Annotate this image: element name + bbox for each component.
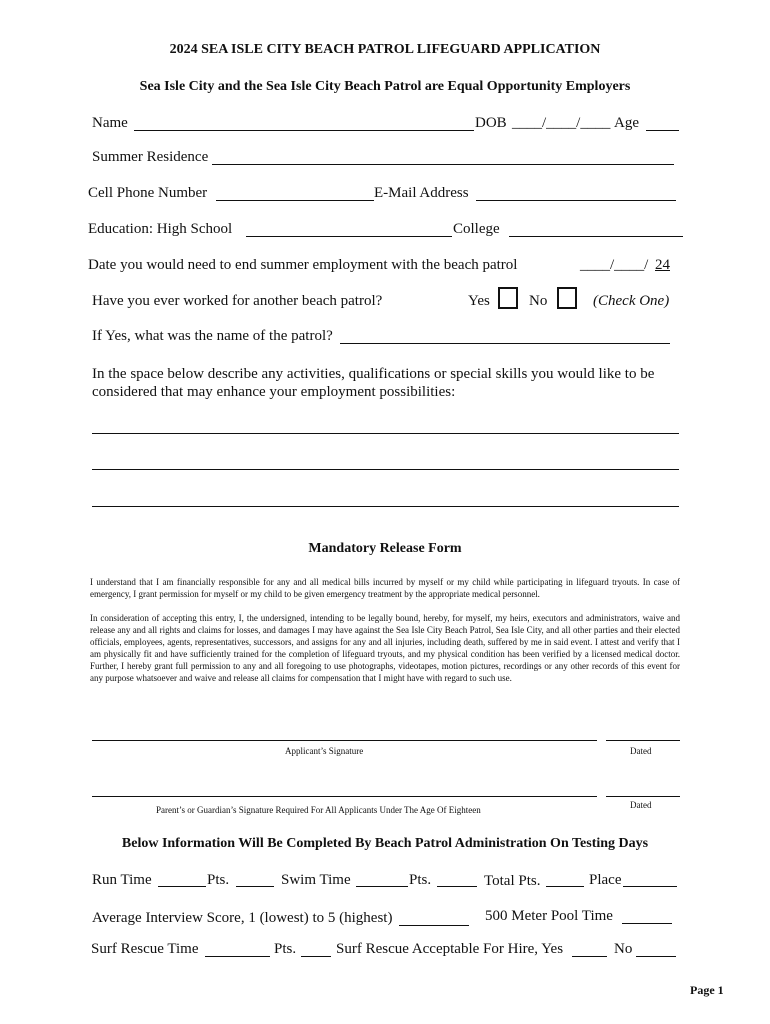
summer-residence-field[interactable] [212,164,674,165]
high-school-field[interactable] [246,236,452,237]
avg-interview-field[interactable] [399,925,469,926]
surf-rescue-time-label: Surf Rescue Time [91,941,199,957]
skills-line-1[interactable] [92,433,679,434]
surf-no-field[interactable] [636,956,676,957]
total-pts-label: Total Pts. [484,873,541,889]
dated-label-1: Dated [630,746,652,756]
pool-time-label: 500 Meter Pool Time [485,908,613,924]
email-label: E-Mail Address [374,185,469,201]
age-field[interactable] [646,130,679,131]
dob-label: DOB [475,115,507,131]
form-title: 2024 SEA ISLE CITY BEACH PATROL LIFEGUARD APPLICATION [169,42,601,57]
email-field[interactable] [476,200,676,201]
run-time-field[interactable] [158,886,206,887]
applicant-signature-label: Applicant’s Signature [285,746,364,756]
run-pts-label: Pts. [207,872,230,888]
admin-heading: Below Information Will Be Completed By Beach Patrol Administration On Testing Days [121,836,649,851]
place-label: Place [589,872,622,888]
form-subtitle: Sea Isle City and the Sea Isle City Beach Patrol are Equal Opportunity Employers [139,79,631,94]
surf-acceptable-label: Surf Rescue Acceptable For Hire, Yes [336,941,564,957]
surf-pts-field[interactable] [301,956,331,957]
release-paragraph-2: In consideration of accepting this entry, I, the undersigned, intending to be legally bound, hereby, for myself, my heirs, executors and administrators, waive and release any and all rights and claims for losses, and damages I may have against the Sea Isle City Beach Patrol, Sea Isle City, and all other parties and their elected officials, employees, agents, representatives, successors, and assigns for any and all injuries, including death, suffered by me in said event. I attest and verify that I am physically fit and have sufficiently trained for the completion of lifeguard tryouts, and my physical condition has been verified by a licensed medical doctor. Further, I hereby grant full permission to any and all foregoing to use photographs, videotapes, motion pictures, recordings or any other records of this event for any purpose whatsoever and waive and release all claims for compensation that I might have with regard to such use. [90,613,680,683]
name-label: Name [92,115,128,131]
dob-field[interactable]: ____/____/____ [512,115,611,131]
swim-time-label: Swim Time [281,872,351,888]
skills-line-3[interactable] [92,506,679,507]
run-time-label: Run Time [92,872,152,888]
surf-yes-field[interactable] [572,956,607,957]
summer-residence-label: Summer Residence [92,149,209,165]
run-pts-field[interactable] [236,886,274,887]
name-field[interactable] [134,130,474,131]
end-date-label: Date you would need to end summer employment with the beach patrol [88,257,518,273]
education-label: Education: High School [88,221,233,237]
pool-time-field[interactable] [622,923,672,924]
place-field[interactable] [623,886,677,887]
dated-field-2[interactable] [606,796,680,797]
patrol-name-field[interactable] [340,343,670,344]
swim-time-field[interactable] [356,886,408,887]
parent-signature-label: Parent’s or Guardian’s Signature Required For All Applicants Under The Age Of Eighteen [156,805,481,815]
surf-pts-label: Pts. [274,941,297,957]
worked-before-label: Have you ever worked for another beach patrol? [92,293,383,309]
skills-label: In the space below describe any activities, qualifications or special skills you would like to be considered that may enhance your employment possibilities: [92,366,655,400]
total-pts-field[interactable] [546,886,584,887]
release-heading: Mandatory Release Form [308,541,462,556]
dated-label-2: Dated [630,800,652,810]
yes-label: Yes [468,293,490,309]
no-checkbox[interactable] [557,287,577,309]
cell-phone-field[interactable] [216,200,374,201]
swim-pts-field[interactable] [437,886,477,887]
patrol-name-label: If Yes, what was the name of the patrol? [92,328,333,344]
end-date-year: 24 [655,257,670,273]
no-label: No [529,293,548,309]
surf-no-label: No [614,941,633,957]
college-field[interactable] [509,236,683,237]
parent-signature-field[interactable] [92,796,597,797]
college-label: College [453,221,500,237]
check-one-note: (Check One) [593,293,670,309]
dated-field-1[interactable] [606,740,680,741]
end-date-field[interactable]: ____/____/ [580,257,649,273]
skills-line-2[interactable] [92,469,679,470]
swim-pts-label: Pts. [409,872,432,888]
release-paragraph-1: I understand that I am financially responsible for any and all medical bills incurred by myself or my child while participating in lifeguard tryouts. In case of emergency, I grant permission for myself or my child to be given emergency treatment by the appropriate medical personnel. [90,577,680,599]
yes-checkbox[interactable] [498,287,518,309]
avg-interview-label: Average Interview Score, 1 (lowest) to 5 (highest) [92,910,393,926]
age-label: Age [614,115,639,131]
cell-phone-label: Cell Phone Number [88,185,208,201]
applicant-signature-field[interactable] [92,740,597,741]
page-number: Page 1 [690,983,724,997]
surf-rescue-time-field[interactable] [205,956,270,957]
